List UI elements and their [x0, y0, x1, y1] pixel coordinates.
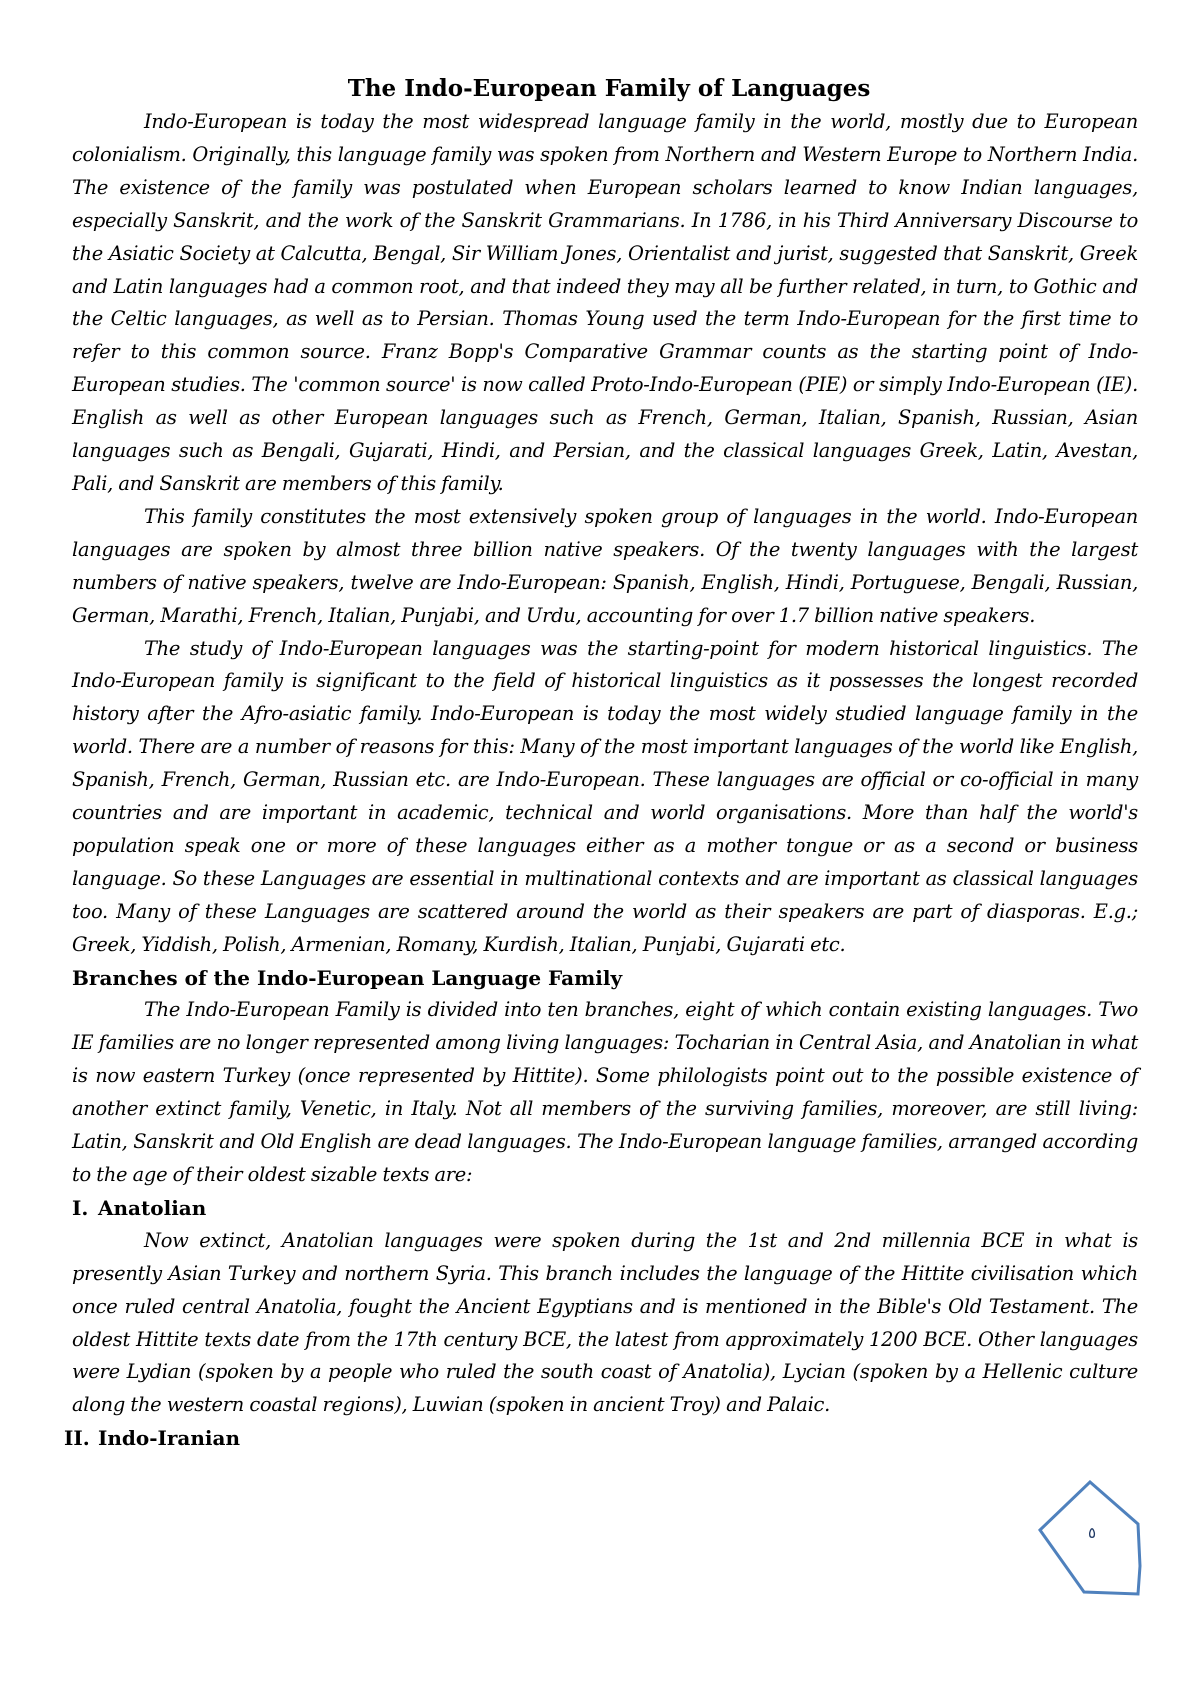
- section-number: II.: [64, 1426, 90, 1451]
- section-title: Anatolian: [98, 1195, 207, 1220]
- section-number: I.: [72, 1195, 89, 1220]
- page-number-badge: [1038, 1480, 1150, 1596]
- branches-paragraph: The Indo-European Family is divided into ten branches, eight of which contain existing languages. Two IE families are no longer represented among living languages: Tocharian in Central Asia, and Anatolian in what is now eastern Turkey (once represented by Hittite). Some philologists point out to the possible existence of another extinct family, Venetic, in Italy. Not all members of the surviving families, moreover, are still living: Latin, Sanskrit and Old English are dead languages. The Indo-European language families, arranged according to the age of their oldest sizable texts are:: [72, 998, 1138, 1186]
- page-number: ٥: [1087, 1524, 1097, 1542]
- branches-heading: Branches of the Indo-European Language Family: [72, 965, 623, 990]
- section-heading-indo-iranian: [64, 1422, 1138, 1455]
- section-heading-anatolian: [72, 1192, 1138, 1225]
- intro-paragraph-2: This family constitutes the most extensively spoken group of languages in the world. Indo-European languages are spoken by almost three billion native speakers. Of the twenty languages with the largest numbers of native speakers, twelve are Indo-European: Spanish, English, Hindi, Portuguese, Bengali, Russian, German, Marathi, French, Italian, Punjabi, and Urdu, accounting for over 1.7 billion native speakers.: [72, 504, 1138, 627]
- section-title: Indo-Iranian: [98, 1426, 241, 1451]
- document-page: [64, 72, 1138, 1455]
- intro-paragraph-3: The study of Indo-European languages was the starting-point for modern historical linguistics. The Indo-European family is significant to the field of historical linguistics as it possesses the longest recorded history after the Afro-asiatic family. Indo-European is today the most widely studied language family in the world. There are a number of reasons for this: Many of the most important languages of the world like English, Spanish, French, German, Russian etc. are Indo-European. These languages are official or co-official in many countries and are important in academic, technical and world organisations. More than half the world's population speak one or more of these languages either as a mother tongue or as a second or business language. So these Languages are essential in multinational contexts and are important as classical languages too. Many of these Languages are scattered around the world as their speakers are part of diasporas. E.g.; Greek, Yiddish, Polish, Armenian, Romany, Kurdish, Italian, Punjabi, Gujarati etc.: [72, 636, 1138, 956]
- intro-paragraph-1: Indo-European is today the most widespread language family in the world, mostly due to European colonialism. Originally, this language family was spoken from Northern and Western Europe to Northern India. The existence of the family was postulated when European scholars learned to know Indian languages, especially Sanskrit, and the work of the Sanskrit Grammarians. In 1786, in his Third Anniversary Discourse to the Asiatic Society at Calcutta, Bengal, Sir William Jones, Orientalist and jurist, suggested that Sanskrit, Greek and Latin languages had a common root, and that indeed they may all be further related, in turn, to Gothic and the Celtic languages, as well as to Persian. Thomas Young used the term Indo-European for the first time to refer to this common source. Franz Bopp's Comparative Grammar counts as the starting point of Indo-European studies. The 'common source' is now called Proto-Indo-European (PIE) or simply Indo-European (IE). English as well as other European languages such as French, German, Italian, Spanish, Russian, Asian languages such as Bengali, Gujarati, Hindi, and Persian, and the classical languages Greek, Latin, Avestan, Pali, and Sanskrit are members of this family.: [72, 110, 1138, 495]
- document-title: The Indo-European Family of Languages: [347, 75, 871, 102]
- anatolian-paragraph: Now extinct, Anatolian languages were spoken during the 1st and 2nd millennia BCE in what is presently Asian Turkey and northern Syria. This branch includes the language of the Hittite civilisation which once ruled central Anatolia, fought the Ancient Egyptians and is mentioned in the Bible's Old Testament. The oldest Hittite texts date from the 17th century BCE, the latest from approximately 1200 BCE. Other languages were Lydian (spoken by a people who ruled the south coast of Anatolia), Lycian (spoken by a Hellenic culture along the western coastal regions), Luwian (spoken in ancient Troy) and Palaic.: [72, 1228, 1138, 1417]
